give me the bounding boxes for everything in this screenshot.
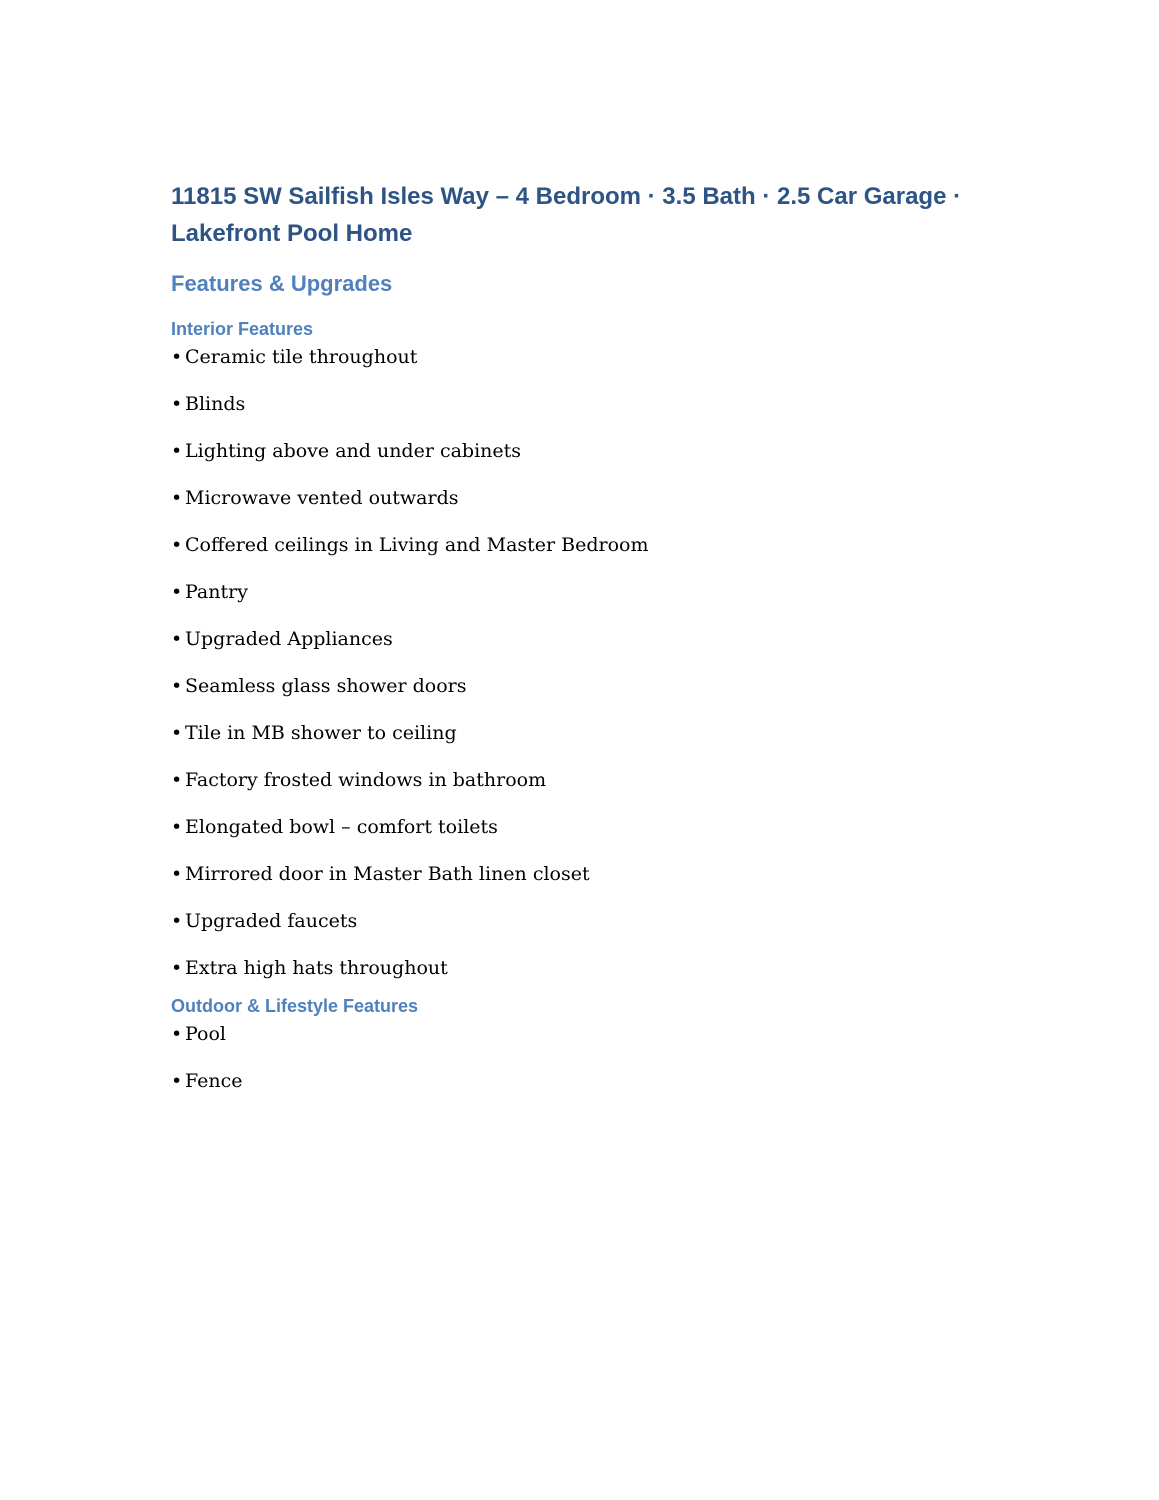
list-item [171, 812, 971, 859]
list-item [171, 624, 971, 671]
list-item-text: Microwave vented outwards [185, 487, 459, 509]
bullet-icon: • [171, 440, 183, 462]
document-title-line-2: Lakefront Pool Home [171, 220, 413, 247]
list-item-text: Blinds [185, 393, 246, 415]
list-item-text: Elongated bowl – comfort toilets [185, 816, 498, 838]
bullet-icon: • [171, 1070, 183, 1092]
list-item [171, 1066, 971, 1096]
list-item [171, 389, 971, 436]
list-item-text: Ceramic tile throughout [185, 346, 418, 368]
list-item [171, 718, 971, 765]
list-item-text: Seamless glass shower doors [185, 675, 467, 697]
bullet-icon: • [171, 769, 183, 791]
bullet-icon: • [171, 1023, 183, 1045]
list-item [171, 765, 971, 812]
list-item [171, 859, 971, 906]
list-item [171, 530, 971, 577]
bullet-icon: • [171, 346, 183, 368]
bullet-icon: • [171, 863, 183, 885]
list-item [171, 671, 971, 718]
list-item-text: Coffered ceilings in Living and Master Bedroom [185, 534, 649, 556]
bullet-icon: • [171, 393, 183, 415]
list-item-text: Upgraded faucets [185, 910, 358, 932]
list-item-text: Pool [185, 1023, 226, 1045]
document-page [171, 178, 971, 1096]
interior-features-heading: Interior Features [171, 319, 314, 339]
list-item-text: Pantry [185, 581, 248, 603]
list-item-text: Factory frosted windows in bathroom [185, 769, 547, 791]
list-item-text: Extra high hats throughout [185, 957, 448, 979]
list-item [171, 906, 971, 953]
features-upgrades-heading: Features & Upgrades [171, 271, 393, 296]
bullet-icon: • [171, 722, 183, 744]
list-item-text: Tile in MB shower to ceiling [185, 722, 457, 744]
interior-features-list [171, 342, 971, 983]
bullet-icon: • [171, 957, 183, 979]
bullet-icon: • [171, 487, 183, 509]
bullet-icon: • [171, 534, 183, 556]
list-item [171, 342, 971, 389]
bullet-icon: • [171, 816, 183, 838]
list-item [171, 483, 971, 530]
list-item [171, 577, 971, 624]
outdoor-features-heading: Outdoor & Lifestyle Features [171, 996, 419, 1016]
document-title [171, 178, 971, 252]
bullet-icon: • [171, 910, 183, 932]
list-item-text: Fence [185, 1070, 243, 1092]
bullet-icon: • [171, 628, 183, 650]
bullet-icon: • [171, 581, 183, 603]
list-item [171, 1019, 971, 1066]
list-item [171, 436, 971, 483]
bullet-icon: • [171, 675, 183, 697]
outdoor-features-list [171, 1019, 971, 1096]
list-item-text: Upgraded Appliances [185, 628, 393, 650]
document-title-line-1: 11815 SW Sailfish Isles Way – 4 Bedroom · 3.5 Bath · 2.5 Car Garage · [171, 183, 962, 210]
list-item-text: Mirrored door in Master Bath linen closet [185, 863, 590, 885]
list-item-text: Lighting above and under cabinets [185, 440, 522, 462]
list-item [171, 953, 971, 983]
